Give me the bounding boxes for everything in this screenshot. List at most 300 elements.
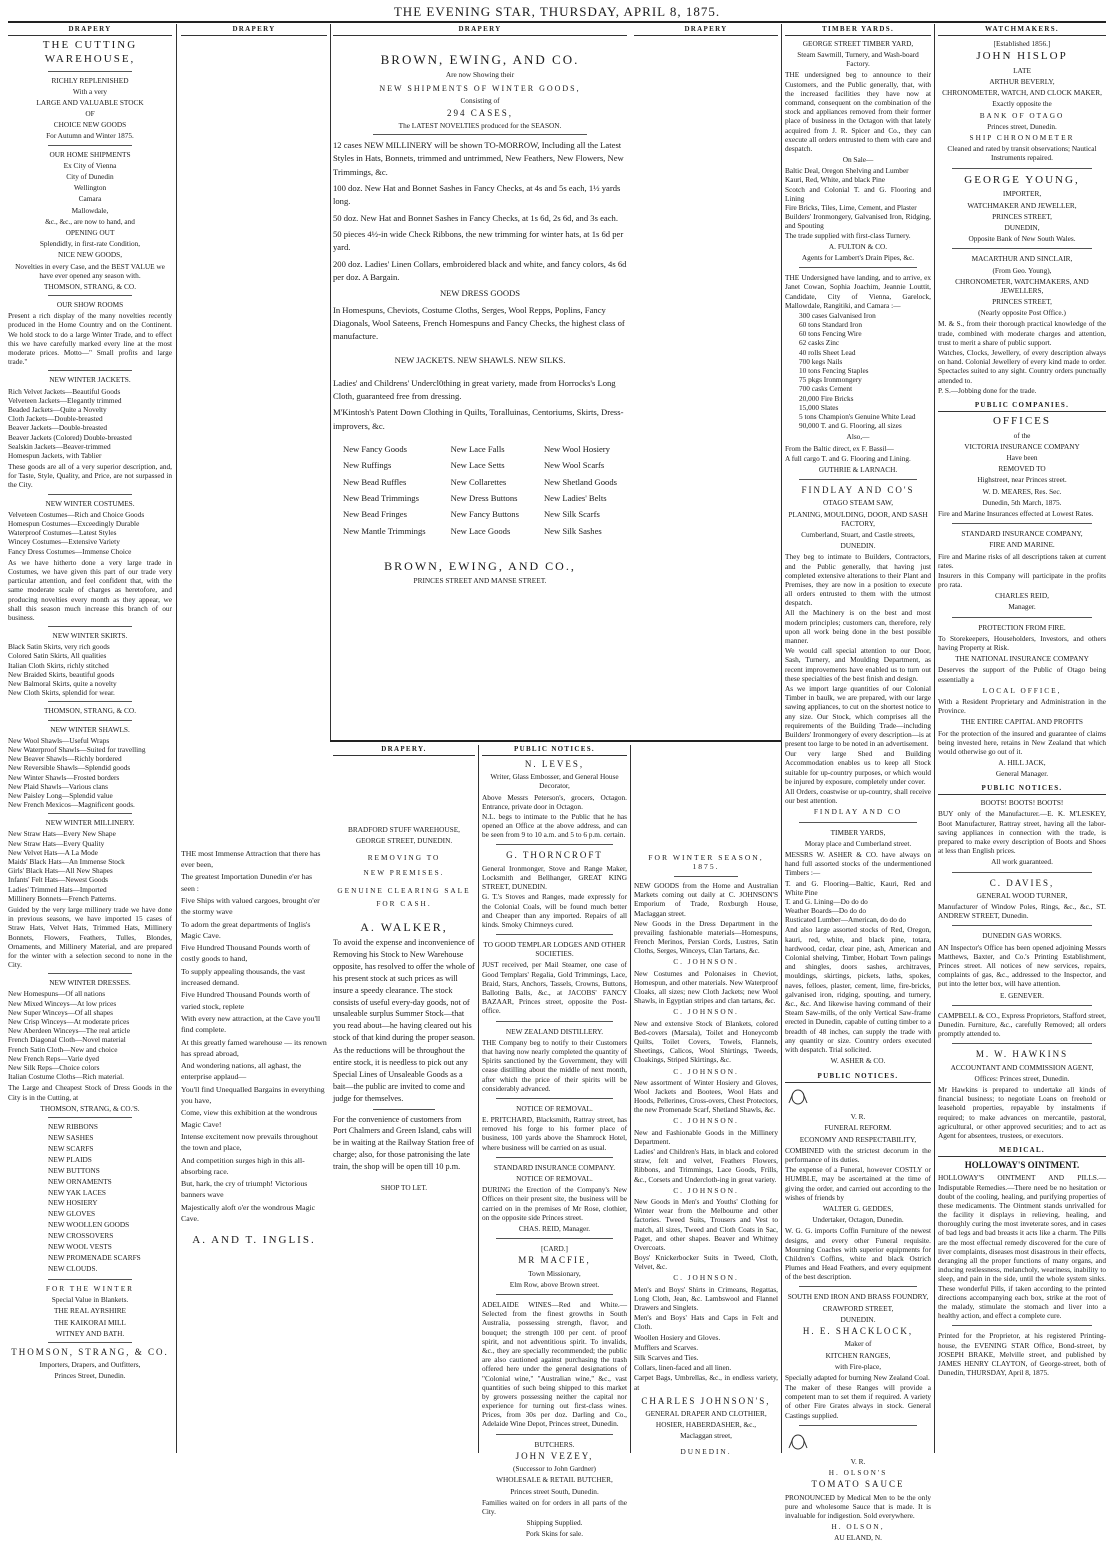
standard-text: Insurers in this Company will participate in the profits pro rata. [938, 570, 1106, 590]
johnson-sig-line: DUNEDIN. [680, 1446, 732, 1456]
list-item: New French Reps—Varie dyed [8, 1053, 99, 1063]
asher-signature: W. ASHER & CO. [830, 1056, 886, 1066]
list-item: NEW HOSIERY [48, 1198, 98, 1208]
column-rule [330, 24, 331, 741]
protection-text: To Storekeepers, Householders, Investors, and others having Property at Risk. [938, 633, 1106, 653]
column-rule [934, 24, 935, 1453]
thorncroft-text: General Ironmonger, Stove and Range Maker, Locksmith and Bellhanger, GREAT KING STREET, DUNEDIN. [482, 863, 627, 892]
brown-paragraph: 50 pieces 4½-in wide Check Ribbons, the new trimming for winter hats, at 1s 6d per yard. [333, 229, 624, 253]
list-item: 700 casks Cement [799, 384, 853, 394]
list-item: Colored Satin Skirts, All qualities [8, 651, 107, 661]
holloway-text: HOLLOWAY'S OINTMENT AND PILLS.—Indisputable Remedies.—There need be no hesitation or doubt of the cooling, healing, and purifying properties of these medicaments. The Ointment stands unrivalled for the facility it displays in relieving, healing, and thoroughly curing the most inveterate sores, and in cases of bad legs and bad breasts it acts like a charm. The Pills are the most effectual remedy discovered for the cure of liver complaints, diseases most disastrous in their effects, deranging all the proper functions of many organs, and inducing restlessness, melancholy, weariness, inability to sleep, and pain in the side, until the whole system sinks. These wonderful Pills, if taken according to the printed directions accompanying each box, strike at the root of the malady, stimulate the stomach and liver into a healthy action, and effect a complete cure. [938, 1173, 1106, 1321]
young-title: GEORGE YOUNG, [964, 173, 1080, 186]
divider [48, 494, 132, 495]
inglis-signature: A. AND T. INGLIS. [192, 1234, 316, 1247]
divider [373, 134, 587, 135]
fulton-line: Agents for Lambert's Drain Pipes, &c. [801, 252, 915, 262]
list-item: Italian Cloth Skirts, richly stitched [8, 660, 109, 670]
findlay-line: DUNEDIN. [840, 541, 876, 551]
divider [496, 844, 613, 845]
list-item: 90,000 T. and G. Flooring, all sizes [799, 421, 902, 431]
johnson-sig-line: Maclaggan street, [680, 1431, 732, 1441]
list-item: Rusticated Lumber—American, do do do [785, 915, 906, 925]
johnson-name: C. JOHNSON. [673, 1185, 739, 1195]
boots-line: All work guaranteed. [991, 857, 1053, 867]
asher-text: MESSRS W. ASHER & CO. have always on hand full assorted stocks of the undermentioned Timbers :— [785, 849, 931, 878]
grid-item: New Lace Falls [450, 444, 505, 455]
johnson-text: New Costumes and Polonaises in Cheviot, Homespun, and other materials. New Waterproof Cloaks, all sizes; new Cloth Jackets; new Wool Shawls, in Egyptian stripes and clan tartans, &c. [634, 968, 778, 1006]
list-item: Rich Velvet Jackets—Beautiful Goods [8, 386, 121, 396]
standard-signature: CHARLES REID, [995, 591, 1049, 601]
shipments-line: OPENING OUT [65, 227, 115, 237]
list-item: Velveteen Costumes—Rich and Choice Goods [8, 509, 145, 519]
divider [48, 973, 132, 974]
johnson-text: Woollen Hosiery and Gloves. [634, 1332, 721, 1342]
warehouse-line: With a very [72, 86, 108, 96]
list-item: New Paisley Long—Splendid value [8, 790, 113, 800]
millinery-heading: NEW WINTER MILLINERY. [45, 818, 135, 828]
warehouse-title: THE CUTTING WAREHOUSE, [42, 38, 138, 65]
vezey-line: Pork Skins for sale. [525, 1529, 584, 1539]
johnson-name: C. JOHNSON. [673, 1273, 739, 1283]
divider [48, 1342, 132, 1343]
divider [48, 145, 132, 146]
foundry-line: DUNEDIN. [840, 1314, 876, 1324]
victoria-line: Highstreet, near Princes street. [977, 475, 1067, 485]
divider [496, 1098, 613, 1099]
column-drapery-4 [634, 24, 778, 1454]
column-rule [176, 24, 177, 1453]
guthrie-text: THE Undersigned have landing, and to arrive, ex Janet Cowan, Sophia Joachim, Jeannie Louttit, Candidate, City of Vienna, Garelock, Mallowdale, Rangitiki, and Camara :— [785, 273, 931, 310]
brown-jackets: NEW JACKETS. NEW SHAWLS. NEW SILKS. [394, 354, 566, 365]
column-header: WATCHMAKERS. [938, 24, 1106, 36]
list-item: 10 tons Fencing Staples [799, 366, 869, 375]
funeral-title: FUNERAL REFORM. [824, 1123, 892, 1133]
templar-heading: TO GOOD TEMPLAR LODGES AND OTHER SOCIETIES. [483, 940, 626, 959]
findlay-line: Cumberland, Stuart, and Castle streets, [801, 529, 915, 539]
dress-goods-heading: NEW DRESS GOODS [439, 288, 521, 299]
list-item: Girls' Black Hats—All New Shapes [8, 866, 113, 876]
guthrie-text: A full cargo T. and G. Flooring and Lining. [785, 453, 911, 463]
blank-space [634, 39, 778, 851]
brown-line: Are now Showing their [445, 70, 515, 80]
victoria-line: VICTORIA INSURANCE COMPANY [964, 441, 1080, 451]
hislop-line: CHRONOMETER, WATCH, AND CLOCK MAKER, [942, 88, 1102, 98]
davies-text: Manufacturer of Window Poles, Rings, &c., &c., ST. ANDREW STREET, Dunedin. [938, 902, 1106, 921]
list-item: Homespun Jackets, with Tablier [8, 450, 102, 460]
warehouse-line: RICHLY REPLENISHED [51, 75, 129, 85]
leves-text: N.L. begs to intimate to the Public that he has opened an Office at the above address, and can be seen from 9 to 10 a.m. and 5 to 6 p.m. certain. [482, 811, 627, 840]
shipments-line: Mallowdale, [71, 205, 109, 215]
divider [48, 626, 132, 627]
divider [952, 617, 1092, 618]
column-drapery-1 [8, 24, 172, 1454]
johnson-name: C. JOHNSON. [673, 957, 739, 967]
bradford-line: NEW PREMISES. [363, 868, 445, 878]
list-item: Beaded Jackets—Quite a Novelty [8, 404, 107, 414]
victoria-line: Have been [1006, 453, 1038, 463]
list-item: 62 casks Zinc [799, 338, 840, 348]
findlay-title: FINDLAY AND CO'S [801, 485, 915, 496]
winter-line: THE REAL AYRSHIRE [53, 1306, 127, 1316]
asher-text: And also large assorted stocks of Red, Oregon, kauri, red, white, and black pine, totara, hardwood, cedar, clear pine, ash, American and Colonial shelving, Timber, Hobart Town palings and shingles, doors sashes, architraves, mouldings, skirtings, pickets, laths, spokes, naves, felloes, plaster, cement, lime, fire-bricks, galvanised iron, ridging, spouting, and turnery, &c., &c. And likewise having command of their Steam Saw-mills, of the only Vertical Saw-frame erected in Dunedin, capable of cutting timber to a breadth of 48 inches, can supply the trade with any quantity or size. Country orders executed with despatch. Trial solicited. [785, 925, 931, 1054]
standard-line: FIRE AND MARINE. [989, 540, 1055, 550]
national-text: Deserves the support of the Public of Otago being essentially a [938, 665, 1106, 684]
divider [496, 1434, 613, 1435]
templar-text: JUST received, per Mail Steamer, one case of Good Templars' Regalia, Gold Trimmings, Lace, Braid, Stars, Anchors, Tassels, Crowns, Buttons, Balloting Balls, &c., at JACOBS' FANCY BAZAAR, Princes street, opposite the Post-office. [482, 960, 627, 1016]
findlay-signature: FINDLAY AND CO [813, 807, 903, 817]
showrooms-text: Present a rich display of the many novelties recently produced in the Home Country and on the Continent. We hold stock to do a large Winter Trade, and to effect this we have carefully marked every line at the most moderate prices. Motto—" Small profits and large trade." [8, 311, 172, 367]
royal-arms-icon [785, 1433, 811, 1451]
list-item: Cloth Jackets—Double-breasted [8, 414, 103, 424]
shawls-heading: NEW WINTER SHAWLS. [50, 724, 130, 734]
list-item: NEW YAK LACES [48, 1187, 106, 1197]
bradford-line: BRADFORD STUFF WAREHOUSE, [348, 824, 460, 834]
poem-line: The greatest Importation Dunedin e'er has seen : [181, 872, 313, 893]
grid-item: New Wool Scarfs [543, 460, 605, 471]
victoria-line: of the [1013, 430, 1031, 440]
royal-arms-icon [785, 1088, 811, 1106]
hawkins-text: Mr Hawkins is prepared to undertake all kinds of financial business; to negotiate Loans on freehold or leasehold properties, repayable by instalments if required; to make advances on mercantile, pastoral, agricultural, or other approved securities; and to act as Agent for absentees, trustees, or executors. [938, 1085, 1106, 1140]
divider [952, 168, 1092, 169]
asher-title: TIMBER YARDS, [830, 827, 886, 837]
list-item: Baltic Deal, Oregon Shelving and Lumber [785, 166, 909, 176]
campbell-text: CAMPBELL & CO., Express Proprietors, Stafford street, Dunedin. Furniture, &c., carefully Removed; all orders promptly attended to. [938, 1010, 1106, 1039]
poem-line: Come, view this exhibition at the wondrous Magic Cave! [181, 1108, 318, 1129]
victoria-text: Fire and Marine Insurances effected at Lowest Rates. [938, 508, 1094, 518]
standard-line: Manager. [1008, 602, 1036, 612]
list-item: Fancy Dress Costumes—Immense Choice [8, 546, 132, 556]
standard-title: STANDARD INSURANCE COMPANY, [961, 529, 1083, 539]
list-item: Italian Costume Cloths—Rich material. [8, 1072, 124, 1082]
divider [373, 1109, 435, 1110]
divider [48, 813, 132, 814]
bradford-line: FOR CASH. [376, 898, 432, 908]
hislop-title: JOHN HISLOP [976, 50, 1068, 62]
hislop-line: Princes street, Dunedin. [987, 121, 1057, 131]
national-signature: A. HILL JACK, [998, 758, 1046, 768]
grid-item: New Silk Scarfs [543, 509, 600, 520]
gst-sub: Steam Sawmill, Turnery, and Wash-board Factory. [797, 50, 919, 69]
brown-paragraph: 50 doz. New Hat and Bonnet Sashes in Fancy Checks, at 1s 6d, 2s 6d, and 3s each. [333, 212, 618, 223]
list-item: New Reversible Shawls—Splendid goods [8, 763, 131, 773]
young-line: DUNEDIN, [1004, 222, 1040, 232]
young-line: Opposite Bank of New South Wales. [968, 234, 1076, 244]
leves-title: N. LEVES, [524, 758, 585, 769]
brown-line: The LATEST NOVELTIES produced for the SEASON. [398, 120, 562, 130]
column-header: DRAPERY [181, 24, 327, 36]
warehouse-line: LARGE AND VALUABLE STOCK [36, 97, 144, 107]
poem-line: To adorn the great departments of Inglis's Magic Cave. [181, 919, 311, 940]
hislop-line: Exactly opposite the [992, 99, 1052, 109]
shipments-line: OUR HOME SHIPMENTS [49, 149, 131, 159]
shacklock-line: Maker of [844, 1339, 872, 1349]
list-item: Builders' Ironmongery, Galvanised Iron, Ridging, and Spouting [785, 212, 931, 231]
protection-title: PROTECTION FROM FIRE. [978, 622, 1066, 632]
shop-to-let: SHOP TO LET. [380, 1182, 428, 1192]
brown-paragraph: 200 doz. Ladies' Linen Collars, embroidered black and white, and fancy colors, 4s 6d per doz. A Bargain. [333, 258, 627, 282]
dresses-note: The Large and Cheapest Stock of Dress Goods in the City is in the Cutting, at [8, 1083, 172, 1102]
olson-line: AU ELAND, N. [834, 1533, 882, 1543]
foundry-title: SOUTH END IRON AND BRASS FOUNDRY, [787, 1292, 929, 1302]
list-item: Ladies' Trimmed Hats—Imported [8, 884, 107, 894]
list-item: NEW CROSSOVERS [48, 1231, 114, 1241]
jackets-note: These goods are all of a very superior description, and, for Taste, Style, Quality, and Price, are not surpassed in the City. [8, 462, 172, 490]
grid-item: New Bead Fringes [343, 509, 407, 520]
grid-item: New Mantle Trimmings [343, 525, 426, 536]
grid-item: New Wool Hosiery [543, 444, 610, 455]
grid-item: New Dress Buttons [450, 493, 518, 504]
poem-line: To supply appealing thousands, the vast increased demand. [181, 966, 306, 988]
findlay-text: All the Machinery is on the best and most modern principles; customers can, therefore, rely upon all work being done in the best possible manner. [785, 608, 931, 646]
removal-text: E. PRITCHARD, Blacksmith, Rattray street, has removed his forge to his former place of business, 100 yards above the Shamrock Hotel, where business will be carried on as usual. [482, 1115, 627, 1152]
list-item: Homespun Costumes—Exceedingly Durable [8, 519, 140, 529]
poem-line: And wondering nations, all aghast, the enterprise applaud— [181, 1061, 302, 1082]
list-item: Weather Boards—Do do do [785, 906, 867, 916]
brown-signature: BROWN, EWING, AND CO., [384, 558, 576, 573]
winter-line: Special Value in Blankets. [51, 1295, 129, 1305]
johnson-text: Men's and Boys' Shirts in Crimeans, Regattas, Long Cloth, Jean, &c. Lambswool and Flannel Drawers and Singlets. [634, 1284, 778, 1312]
list-item: New Balmoral Skirts, quite a novelty [8, 679, 117, 689]
hislop-line: BANK OF OTAGO [979, 110, 1065, 120]
column-rule [630, 745, 631, 1453]
divider [952, 248, 1092, 249]
walker-text: As the reductions will be throughout the entire stock, it is needless to pick out any Special Lines of Unsaleable Goods as a bait—the public are invited to come and judge for themselves. [333, 1046, 468, 1103]
divider [799, 1286, 917, 1287]
list-item: New Mixed Winceys—At low prices [8, 998, 117, 1008]
list-item: French Diagonal Cloth—Novel material [8, 1035, 126, 1045]
vezey-line: Shipping Supplied. [526, 1518, 583, 1528]
column-watchmakers [938, 24, 1106, 1454]
johnson-text: Silk Scarves and Ties. [634, 1352, 699, 1362]
warehouse-line: For Autumn and Winter 1875. [46, 131, 134, 141]
list-item: T. and G. Flooring—Baltic, Kauri, Red and White Pine [785, 878, 931, 897]
list-item: The trade supplied with first-class Turnery. [785, 230, 911, 240]
poem-line: Five Ships with valued cargoes, brought o'er the stormy wave [181, 896, 320, 917]
divider [496, 1021, 613, 1022]
macarthur-text: Watches, Clocks, Jewellery, of every description always on hand. Colonial Jewellery of every kind made to order. Spectacles suited to any sight. Country orders punctually attended to. [938, 348, 1106, 385]
divider [48, 295, 132, 296]
brown-line: NEW SHIPMENTS OF WINTER GOODS, [379, 84, 581, 94]
poem-line: And competition surges high in this all-absorbing race. [181, 1155, 305, 1176]
warehouse-line: CHOICE NEW GOODS [53, 120, 127, 130]
johnson-name: C. JOHNSON. [673, 1066, 739, 1076]
card-heading: [CARD.] [541, 1244, 568, 1254]
list-item: Beaver Jackets (Colored) Double-breasted [8, 432, 132, 442]
winter-heading: FOR THE WINTER [45, 1284, 135, 1294]
brown-ewing-advert [333, 24, 627, 736]
brown-ewing-title: BROWN, EWING, AND CO. [380, 51, 580, 67]
boots-title: BOOTS! BOOTS! BOOTS! [980, 798, 1064, 808]
list-item: NEW SCARFS [48, 1143, 94, 1153]
funeral-line: Undertaker, Octagon, Dunedin. [812, 1215, 904, 1225]
macfie-line: Elm Row, above Brown street. [509, 1279, 600, 1289]
brown-address: PRINCES STREET AND MANSE STREET. [413, 576, 547, 586]
blank-space [333, 759, 475, 823]
hislop-line: SHIP CHRONOMETER [969, 132, 1075, 142]
poem-line: You'll find Unequalled Bargains in everything you have, [181, 1084, 325, 1106]
hawkins-line: Offices: Princes street, Dunedin. [974, 1073, 1070, 1083]
divider [48, 720, 132, 721]
list-item: New Beaver Shawls—Richly bordered [8, 754, 122, 764]
asher-line: Moray place and Cumberland street. [804, 838, 912, 848]
column-drapery-3 [333, 744, 475, 1444]
walker-note: For the convenience of customers from Port Chalmers and Green Island, cabs will be in waiting at the Railway Station free of charge; also, for those patronising the late train, the shop will be open till 10 p.m. [333, 1114, 474, 1172]
firm-signature: THOMSON, STRANG, & CO. [43, 706, 137, 716]
list-item: T. and G. Lining—Do do do [785, 896, 868, 906]
list-item: 15,000 Slates [799, 402, 839, 412]
divider [48, 1279, 132, 1280]
walker-text: To avoid the expense and inconvenience of Removing his Stock to New Warehouse opposite, has resolved to offer the whole of his present stock at such prices as will insure a speedy clearance. The stock consists of useful every-day goods, not of unsaleable surplus Summer Stock—that you read about—he having cleared out his stock of that kind during the proper season. [333, 938, 475, 1043]
poem-line: But, hark, the cry of triumph! Victorious banners wave [181, 1179, 308, 1200]
shacklock-text: The maker of these Ranges will provide a competent man to set them if required. A variety of other Fire Grates always in stock. General Castings supplied. [785, 1383, 931, 1420]
leves-sub: Writer, Glass Embosser, and General House Decorator, [490, 772, 619, 791]
vr-mark: V. R. [850, 1457, 866, 1467]
johnson-text: New and extensive Stock of Blankets, colored Bed-covers (Marsala), Toilet and Honeycomb Quilts, Toilet Covers, Towels, Flannels, Sheetings, Calicos, Wool Shirtings, Tweeds, Cloakings, Striped Skirtings, &c. [634, 1018, 778, 1065]
leves-text: Above Messrs Peterson's, grocers, Octagon. Entrance, private door in Octagon. [482, 792, 627, 811]
poem-line: Five Hundred Thousand Pounds worth of costly goods to hand, [181, 943, 311, 964]
vr-mark: V. R. [850, 1112, 866, 1122]
grid-item: New Bead Trimmings [343, 493, 419, 504]
hislop-line: LATE [1013, 65, 1031, 75]
macarthur-text: P. S.—Jobbing done for the trade. [938, 385, 1037, 395]
macarthur-line: PRINCES STREET, [992, 297, 1052, 307]
warehouse-line: OF [85, 109, 95, 119]
young-line: PRINCES STREET, [992, 211, 1052, 221]
divider [496, 1238, 613, 1239]
column-header: DRAPERY [333, 24, 627, 36]
section-header: PUBLIC NOTICES. [938, 783, 1106, 795]
grid-item: New Lace Goods [450, 525, 511, 536]
list-item: New French Mexicos—Magnificent goods. [8, 800, 135, 810]
column-header: TIMBER YARDS. [785, 24, 931, 36]
johnson-text: NEW GOODS from the Home and Australian Markets coming out daily at C. JOHNSON'S Emporium of Trade, Roxburgh House, Maclaggan street. [634, 880, 778, 918]
list-item: Kauri, Red, White, and black Pine [785, 175, 885, 185]
thorncroft-text: G. T.'s Stoves and Ranges, made expressly for the Colonial Coals, will be found much better and Cheaper than any imported. Repairs of all kinds. Smoky Chimneys cured. [482, 892, 627, 929]
gst-text: THE undersigned beg to announce to their Customers, and the Public generally, that, with the increased facilities they have now at command, consequent on the combination of the stock and appliances removed from their former place of business in the Octagon with that lately acquired from J. R. Spicer and Co., they can execute all orders entrusted to them with care and despatch. [785, 70, 931, 153]
divider [952, 1043, 1092, 1044]
holloway-title: HOLLOWAY'S OINTMENT. [964, 1159, 1080, 1170]
hawkins-title: M. W. HAWKINS [975, 1049, 1069, 1060]
blank-space [181, 39, 327, 847]
list-item: New Wool Shawls—Useful Wraps [8, 735, 110, 745]
list-item: NEW BUTTONS [48, 1165, 100, 1175]
davies-line: GENERAL WOOD TURNER, [976, 890, 1068, 900]
column-public-notices-1 [482, 744, 627, 1539]
footer-firm: THOMSON, STRANG, & CO. [11, 1346, 169, 1357]
shacklock-line: KITCHEN RANGES, [825, 1350, 891, 1360]
young-line: IMPORTER, [1002, 189, 1042, 199]
macarthur-line: (Nearly opposite Post Office.) [978, 308, 1066, 318]
divider [799, 822, 917, 823]
list-item: Maids' Black Hats—An Immense Stock [8, 857, 125, 867]
johnson-text: Men's and Boys' Hats and Caps in Felt and Cloth. [634, 1313, 778, 1332]
grid-item: New Collarettes [450, 476, 507, 487]
grid-item: New Ruffings [343, 460, 392, 471]
list-item: Waterproof Costumes—Latest Styles [8, 528, 117, 538]
national-text: With a Resident Proprietary and Administration in the Province. [938, 696, 1106, 716]
divider [48, 1117, 132, 1118]
list-item: New Velvet Hats—A La Mode [8, 847, 98, 857]
shipments-line: Camara [78, 194, 102, 204]
divider [48, 701, 132, 702]
boots-text: BUY only of the Manufacturer.—E. K. M'LESKEY, Boot Manufacturer, Rattray street, having all the labor-saving appliances in connection with the trade, is prepared to make every description of Boots and Shoes at less than English prices. [938, 809, 1106, 856]
vezey-text: Families waited on for orders in all parts of the City. [482, 1497, 627, 1516]
grid-item: New Lace Setts [450, 460, 505, 471]
list-item: 300 cases Galvanised Iron [799, 310, 876, 320]
thorncroft-title: G. THORNCROFT [506, 850, 603, 861]
findlay-text: They beg to intimate to Builders, Contractors, and the Public generally, that having just completed extensive alterations to their Plant and Premises, they are now in a position to execute all orders entrusted to them with the utmost despatch. [785, 552, 931, 608]
divider [48, 370, 132, 371]
skirts-heading: NEW WINTER SKIRTS. [52, 631, 128, 641]
list-item: Beaver Jackets—Double-breasted [8, 423, 108, 433]
johnson-text: New Goods in the Dress Department in the prevailing fashionable materials—Homespuns, French Merinos, Persian Cords, Lustres, Satin Cloths, Serges, Winceys, Clan Tartans, &c. [634, 918, 778, 956]
funeral-text: The expense of a Funeral, however COSTLY or HUMBLE, may be ascertained at the time of giving the order, and carried out according to the wishes of friends by [785, 1165, 931, 1202]
column-header: DRAPERY [634, 24, 778, 36]
distillery-heading: NEW ZEALAND DISTILLERY. [505, 1026, 604, 1036]
divider [496, 1294, 613, 1295]
victoria-line: REMOVED TO [998, 464, 1046, 474]
poem-line: At this greatly famed warehouse — its renown has spread abroad, [181, 1037, 327, 1058]
grid-item: New Ladies' Belts [543, 493, 607, 504]
victoria-line: W. D. MEARES, Res. Sec. [982, 486, 1062, 496]
standard-text: DURING the Erection of the Company's New Offices on their present site, the business will be carried on in the premises of Mr Rose, clothier, on the opposite side Princes street. [482, 1185, 627, 1222]
foundry-line: CRAWFORD STREET, [822, 1303, 894, 1313]
findlay-text: As we import large quantities of our Colonial Timber in baulk, we are prepared, with our large sawing appliances, to cut on the shortest notice to any size. Our Stock, which comprises all the requirements of the Building Trade—including Builders' Ironmongery of every description—is at present too large to be noted in an advertisement. [785, 683, 931, 749]
johnson-text: Carpet Bags, Umbrellas, &c., in endless variety, at [634, 1373, 778, 1392]
grid-item: New Shetland Goods [543, 476, 617, 487]
season-heading: FOR WINTER SEASON, 1875. [648, 852, 764, 872]
national-line: LOCAL OFFICE, [982, 685, 1062, 695]
shipments-line: Splendidly, in first-rate Condition, [39, 239, 141, 249]
shipments-line: Wellington [73, 183, 107, 193]
macarthur-line: (From Geo. Young), [992, 265, 1052, 275]
list-item: New Straw Hats—Every New Shape [8, 829, 116, 839]
hawkins-line: ACCOUNTANT AND COMMISSION AGENT, [950, 1062, 1094, 1072]
column-drapery-2 [181, 24, 327, 1454]
list-item: New Crisp Winceys—At moderate prices [8, 1017, 130, 1027]
davies-title: C. DAVIES, [989, 877, 1055, 888]
national-title: THE NATIONAL INSURANCE COMPANY [955, 654, 1089, 664]
list-item: 40 rolls Sheet Lead [799, 347, 856, 357]
gas-title: DUNEDIN GAS WORKS. [982, 931, 1062, 941]
standard-heading: STANDARD INSURANCE COMPANY. [493, 1162, 616, 1172]
bradford-line: GEORGE STREET, DUNEDIN. [355, 836, 453, 845]
list-item: New Plaid Shawls—Various clans [8, 781, 108, 791]
johnson-text: New assortment of Winter Hosiery and Gloves, Wool Jackets and Bootees, Wool Hats and Hoods, Pellerines, Cross-overs, Chest Protectors, the new Promenade Scarf, Shetland Shawls, &c. [634, 1077, 778, 1115]
national-line: General Manager. [995, 769, 1049, 779]
butchers-heading: BUTCHERS. [534, 1439, 575, 1449]
masthead-rule [8, 21, 1106, 23]
list-item: 75 pkgs Ironmongery [799, 375, 862, 385]
divider [952, 872, 1092, 873]
list-item: 60 tons Standard Iron [799, 320, 863, 330]
list-item: Black Satin Skirts, very rich goods [8, 642, 110, 652]
funeral-signature: WALTER G. GEDDES, [822, 1203, 894, 1213]
footer-line: Importers, Drapers, and Outfitters, [39, 1360, 141, 1370]
national-line: THE ENTIRE CAPITAL AND PROFITS [961, 717, 1083, 727]
section-header: PUBLIC COMPANIES. [938, 400, 1106, 412]
divider [952, 523, 1092, 524]
list-item: NEW GLOVES [48, 1209, 96, 1219]
johnson-text: New and Fashionable Goods in the Millinery Department. [634, 1127, 778, 1146]
list-item: New Cloth Skirts, splendid for wear. [8, 688, 115, 698]
standard-text: Fire and Marine risks of all descriptions taken at current rates. [938, 551, 1106, 570]
vezey-line: Princes street South, Dunedin. [510, 1486, 599, 1496]
johnson-name: C. JOHNSON. [673, 1007, 739, 1017]
list-item: 60 tons Fencing Wire [799, 329, 862, 339]
macfie-line: Town Missionary, [528, 1268, 581, 1278]
